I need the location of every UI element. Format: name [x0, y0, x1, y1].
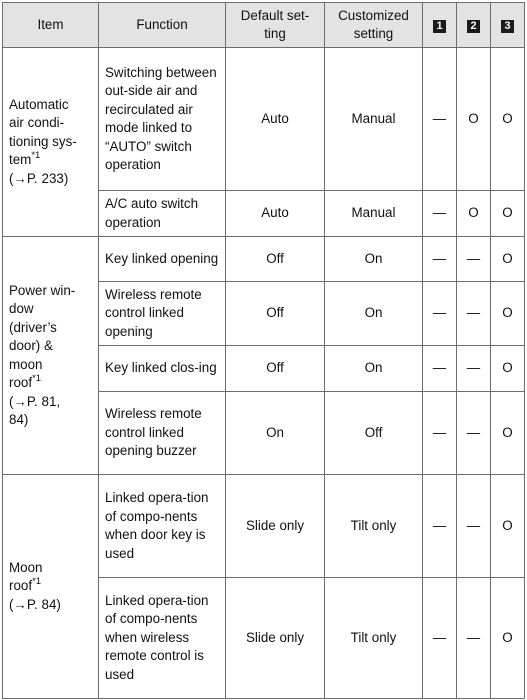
- item-cell-power-window: [3, 237, 99, 475]
- col3-cell: O: [491, 578, 525, 699]
- function-cell: Wireless remote control linked opening buzzer: [99, 392, 226, 475]
- item-line: door) &: [9, 338, 53, 353]
- col1-cell: —: [423, 392, 457, 475]
- header-default-setting: Default set-ting: [226, 3, 325, 48]
- col3-cell: O: [491, 475, 525, 578]
- header-row: [3, 3, 525, 48]
- header-col1: [423, 3, 457, 48]
- function-cell: Switching between out-side air and recirculated air mode linked to “AUTO” switch operation: [99, 48, 226, 191]
- col1-cell: —: [423, 346, 457, 392]
- col2-cell: —: [457, 282, 491, 346]
- default-cell: Slide only: [226, 475, 325, 578]
- table-row: [3, 48, 525, 191]
- col1-cell: —: [423, 191, 457, 237]
- item-line: Power win-: [9, 282, 76, 298]
- col1-cell: —: [423, 237, 457, 282]
- col3-cell: O: [491, 48, 525, 191]
- item-cell-moon-roof: [3, 475, 99, 699]
- function-cell: Linked opera-tion of compo-nents when wireless remote control is used: [99, 578, 226, 699]
- default-cell: Off: [226, 282, 325, 346]
- item-line: moon: [9, 356, 43, 372]
- item-line: roof$^{*1}$: [9, 575, 42, 594]
- col1-cell: —: [423, 48, 457, 191]
- col3-cell: O: [491, 191, 525, 237]
- header-item: Item: [3, 3, 99, 48]
- item-line: 84): [9, 412, 29, 427]
- table-row: [3, 475, 525, 578]
- col1-number-badge: 1: [433, 20, 446, 33]
- header-col3: [491, 3, 525, 48]
- col2-cell: —: [457, 578, 491, 699]
- item-line: tioning sys-: [9, 133, 77, 149]
- customized-cell: On: [325, 237, 423, 282]
- default-cell: Slide only: [226, 578, 325, 699]
- col1-cell: —: [423, 578, 457, 699]
- col2-cell: —: [457, 475, 491, 578]
- col3-cell: O: [491, 392, 525, 475]
- item-line: (→P. 84): [9, 596, 61, 612]
- customized-cell: On: [325, 282, 423, 346]
- default-cell: On: [226, 392, 325, 475]
- default-cell: Off: [226, 237, 325, 282]
- header-customized-setting: Customized setting: [325, 3, 423, 48]
- item-line: air condi-: [9, 115, 65, 131]
- col2-cell: —: [457, 237, 491, 282]
- function-cell: Linked opera-tion of compo-nents when door key is used: [99, 475, 226, 578]
- customization-table: [2, 2, 525, 699]
- default-cell: Off: [226, 346, 325, 392]
- item-cell-aircon: [3, 48, 99, 237]
- col3-cell: O: [491, 237, 525, 282]
- col2-cell: —: [457, 346, 491, 392]
- customized-cell: Tilt only: [325, 475, 423, 578]
- function-cell: Wireless remote control linked opening: [99, 282, 226, 346]
- item-line: (driver’s: [9, 319, 57, 335]
- footnote-marker: *1: [31, 149, 41, 161]
- customized-cell: Tilt only: [325, 578, 423, 699]
- col3-cell: O: [491, 282, 525, 346]
- function-cell: Key linked opening: [99, 237, 226, 282]
- col1-cell: —: [423, 282, 457, 346]
- header-col2: [457, 3, 491, 48]
- footnote-marker: *1: [32, 372, 42, 384]
- header-function: Function: [99, 3, 226, 48]
- table-row: [3, 237, 525, 282]
- item-line: (→P. 81,: [9, 393, 61, 409]
- col2-cell: —: [457, 392, 491, 475]
- col2-cell: O: [457, 48, 491, 191]
- footnote-marker: *1: [32, 575, 42, 587]
- col3-cell: O: [491, 346, 525, 392]
- item-line: tem$^{*1}$: [9, 149, 41, 168]
- col1-cell: —: [423, 475, 457, 578]
- item-line: Moon: [9, 559, 43, 575]
- customized-cell: On: [325, 346, 423, 392]
- item-line: (→P. 233): [9, 170, 69, 186]
- function-cell: Key linked clos-ing: [99, 346, 226, 392]
- item-line: dow: [9, 301, 34, 316]
- item-line: Automatic: [9, 96, 69, 112]
- customized-cell: Off: [325, 392, 423, 475]
- customized-cell: Manual: [325, 48, 423, 191]
- default-cell: Auto: [226, 191, 325, 237]
- col2-cell: O: [457, 191, 491, 237]
- default-cell: Auto: [226, 48, 325, 191]
- item-line: roof$^{*1}$: [9, 372, 42, 390]
- function-cell: A/C auto switch operation: [99, 191, 226, 237]
- customized-cell: Manual: [325, 191, 423, 237]
- col2-number-badge: 2: [467, 20, 480, 33]
- col3-number-badge: 3: [501, 20, 514, 33]
